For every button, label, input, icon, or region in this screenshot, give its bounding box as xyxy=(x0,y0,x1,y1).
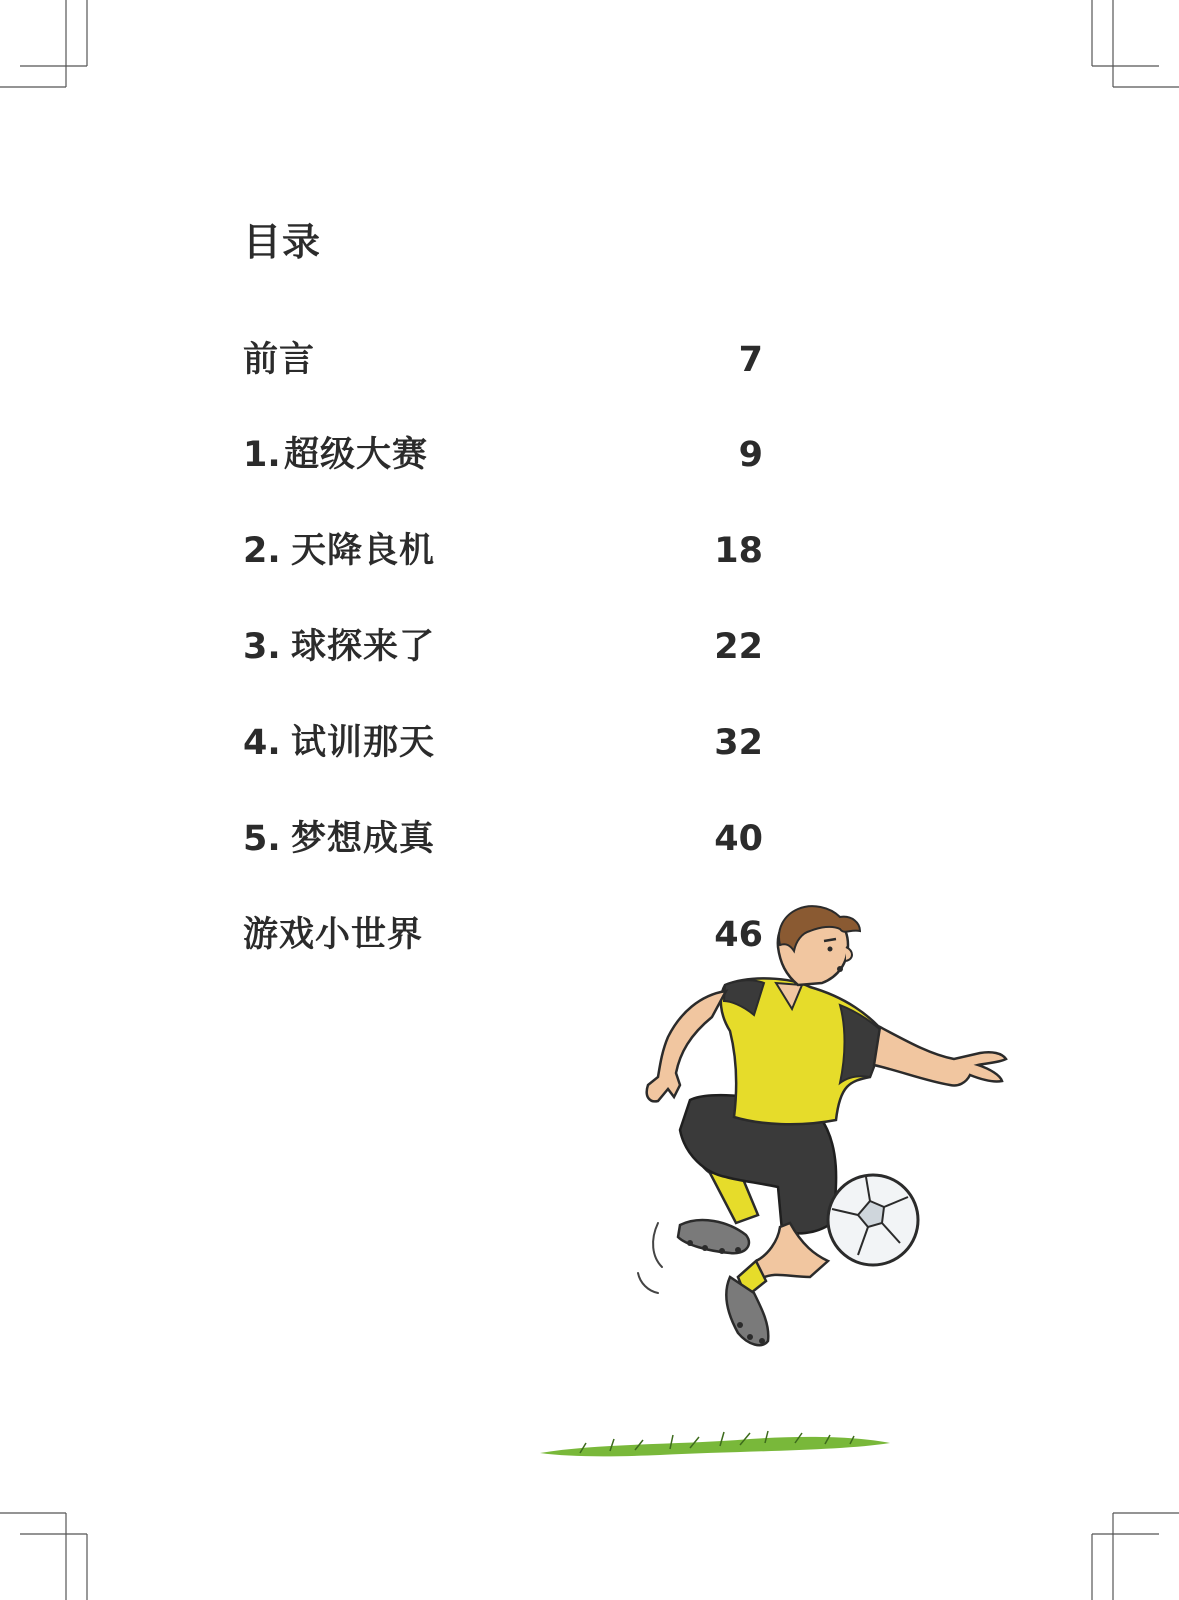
toc-entry[interactable] xyxy=(243,815,763,863)
toc-entry[interactable] xyxy=(243,623,763,671)
toc-title: 目录 xyxy=(243,220,322,264)
toc-entry-label: 超级大赛 xyxy=(284,435,429,475)
toc-entry-label: 游戏小世界 xyxy=(243,915,424,955)
grass-icon xyxy=(540,1431,890,1456)
toc-entry-number: 4. xyxy=(243,723,281,763)
toc-entry[interactable] xyxy=(243,719,763,767)
toc-entry-page: 32 xyxy=(714,723,763,763)
toc-entry[interactable] xyxy=(243,431,763,479)
toc-entry-label: 天降良机 xyxy=(291,531,436,571)
toc-entry[interactable] xyxy=(243,527,763,575)
toc-entry-page: 46 xyxy=(714,915,763,955)
left-arm xyxy=(647,991,726,1101)
toc-entry-page: 40 xyxy=(714,819,763,859)
right-arm xyxy=(874,1027,1006,1086)
toc-entry-number: 1. xyxy=(243,435,281,475)
toc-entry-label: 试训那天 xyxy=(291,723,436,763)
player-head xyxy=(778,906,860,985)
toc-entry-label: 球探来了 xyxy=(291,627,436,667)
toc-entry-label: 梦想成真 xyxy=(291,819,436,859)
toc-entry-page: 18 xyxy=(714,531,763,571)
toc-entry-number: 2. xyxy=(243,531,281,571)
jersey xyxy=(721,978,886,1124)
toc-entry-number: 5. xyxy=(243,819,281,859)
toc-entry[interactable] xyxy=(243,336,763,384)
soccer-ball-icon xyxy=(828,1175,918,1265)
toc-entry-number: 3. xyxy=(243,627,281,667)
toc-entry-page: 7 xyxy=(738,340,763,380)
toc-entry-label: 前言 xyxy=(243,340,316,380)
toc-entry-page: 22 xyxy=(714,627,763,667)
soccer-player-illustration xyxy=(540,905,1020,1465)
toc-entry-page: 9 xyxy=(738,435,763,475)
